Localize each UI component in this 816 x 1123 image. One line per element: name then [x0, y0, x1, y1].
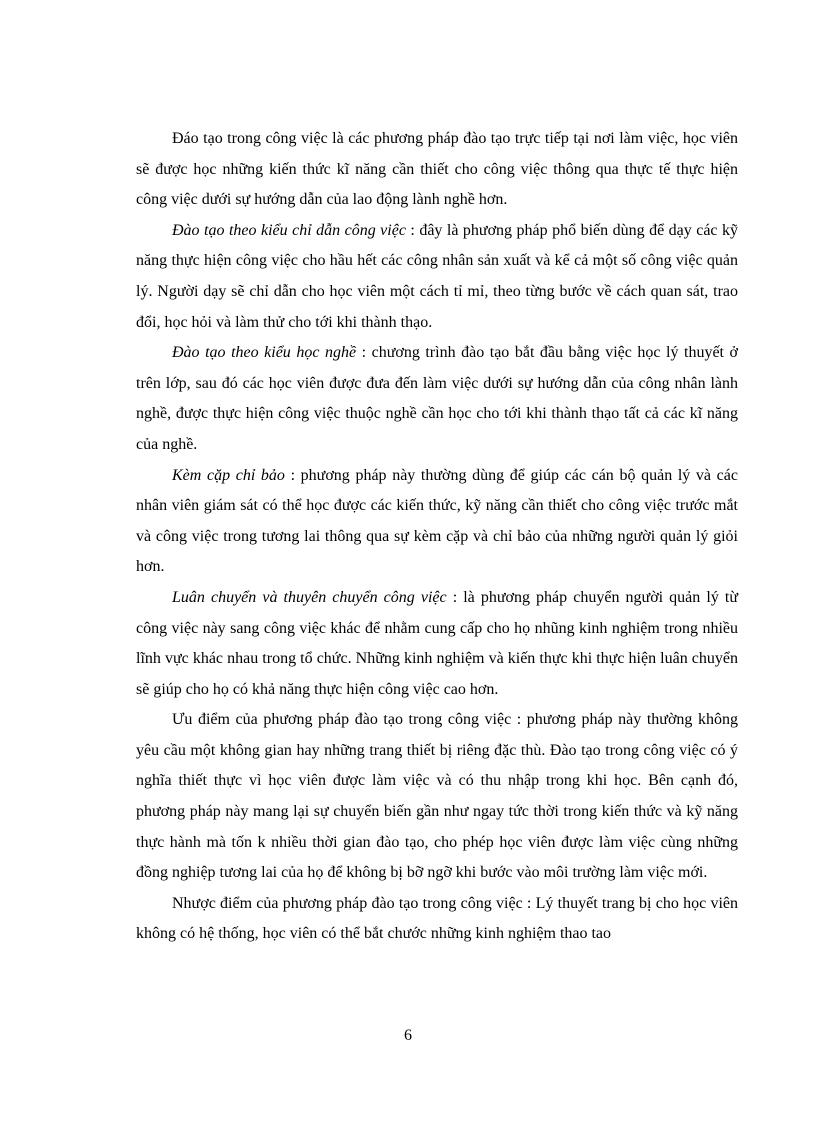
paragraph-term: Đào tạo theo kiểu chỉ dẫn công việc	[172, 221, 406, 239]
paragraph	[136, 889, 738, 950]
page-number: 6	[404, 1027, 412, 1044]
paragraph-text: : là phương pháp chuyển người quản lý từ công việc này sang công việc khác để nhằm cung cấp cho họ nhũng kinh nghiệm trong nhiều lĩnh vực khác nhau trong tổ chức. Những kinh nghiệm và kiến thực khi thực hiện luân chuyển sẽ giúp cho họ có khả năng thực hiện công việc cao hơn.	[136, 588, 739, 698]
paragraph	[136, 338, 738, 460]
paragraph	[136, 461, 738, 583]
paragraph-term: Luân chuyển và thuyên chuyển công việc	[172, 588, 447, 606]
paragraph-text: : đây là phương pháp phổ biến dùng để dạy các kỹ năng thực hiện công việc cho hầu hết các công nhân sản xuất và kể cả một số công việc quản lý. Người dạy sẽ chỉ dẫn cho học viên một cách tỉ mỉ, theo từng bước về cách quan sát, trao đổi, học hỏi và làm thử cho tới khi thành thạo.	[136, 221, 738, 331]
paragraph	[136, 124, 738, 216]
paragraph-text: Đáo tạo trong công việc là các phương pháp đào tạo trực tiếp tại nơi làm việc, học viên sẽ được học những kiến thức kĩ năng cần thiết cho công việc thông qua thực tế thực hiện công việc dưới sự hướng dẫn của lao động lành nghề hơn.	[136, 130, 738, 209]
paragraph-term: Đào tạo theo kiểu học nghề	[172, 344, 357, 362]
paragraph	[136, 583, 738, 705]
paragraph-text: : chương trình đào tạo bắt đầu bằng việc học lý thuyết ở trên lớp, sau đó các học viên được đưa đến làm việc dưới sự hướng dẫn của công nhân lành nghề, được thực hiện công việc thuộc nghề cần học cho tới khi thành thạo tất cả các kĩ năng của nghề.	[136, 344, 738, 453]
paragraph-text: Ưu điểm của phương pháp đào tạo trong công việc : phương pháp này thường không yêu cầu một không gian hay những trang thiết bị riêng đặc thù. Đào tạo trong công việc có ý nghĩa thiết thực vì học viên được làm việc và có thu nhập trong khi học. Bên cạnh đó, phương pháp này mang lại sự chuyển biến gần như ngay tức thời trong kiến thức và kỹ năng thực hành mà tốn k nhiều thời gian đào tạo, cho phép học viên được làm việc cùng những đồng nghiệp tương lai của họ để không bị bỡ ngỡ khi bước vào môi trường làm việc mới.	[136, 711, 738, 882]
paragraph	[136, 705, 738, 889]
paragraph	[136, 216, 738, 338]
paragraph-text: Nhược điểm của phương pháp đào tạo trong công việc : Lý thuyết trang bị cho học viên không có hệ thống, học viên có thể bắt chước những kinh nghiệm thao tao	[136, 894, 738, 943]
paragraph-term: Kèm cặp chỉ bảo	[172, 466, 285, 484]
paragraph-text: : phương pháp này thường dùng để giúp các cán bộ quản lý và các nhân viên giám sát có thể học được các kiến thức, kỹ năng cần thiết cho công việc trước mắt và công việc trong tương lai thông qua sự kèm cặp và chỉ bảo của những người quản lý giỏi hơn.	[136, 466, 738, 576]
body-text	[136, 124, 738, 950]
